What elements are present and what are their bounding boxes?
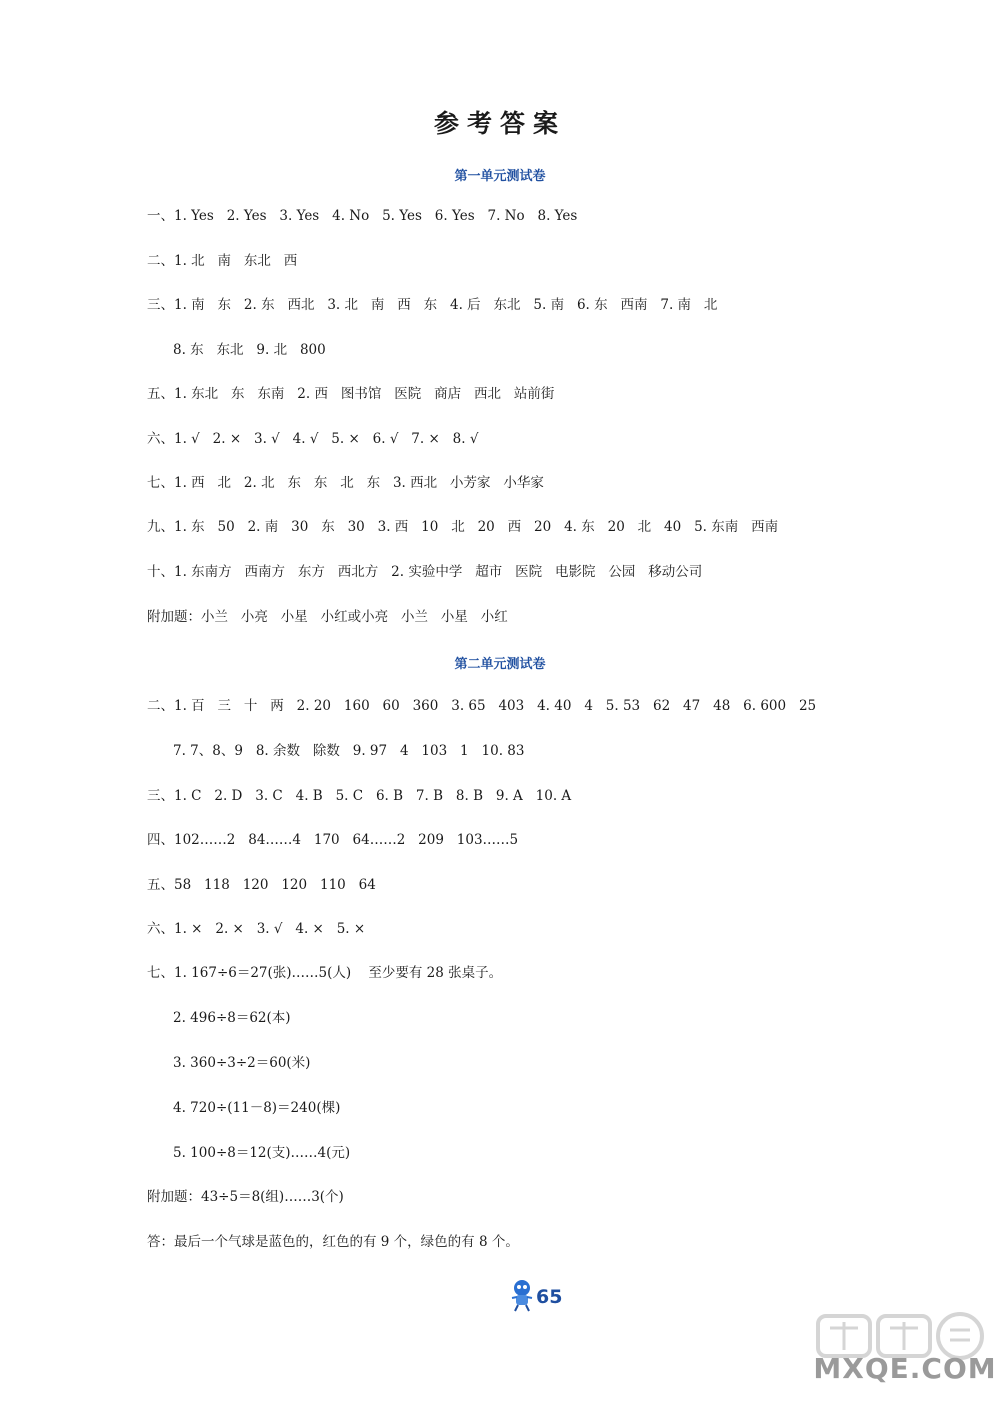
answer-line: 二、1. 百 三 十 两 2. 20 160 60 360 3. 65 403 4. 40 4 5. 53 62 47 48 6. 600 25 xyxy=(147,698,817,714)
answer-line: 五、1. 东北 东 东南 2. 西 图书馆 医院 商店 西北 站前街 xyxy=(147,386,555,402)
answer-line: 7. 7、8、9 8. 余数 除数 9. 97 4 103 1 10. 83 xyxy=(173,743,525,759)
answer-line: 五、58 118 120 120 110 64 xyxy=(147,877,376,893)
answer-line: 8. 东 东北 9. 北 800 xyxy=(173,342,326,358)
section-heading-unit-1: 第一单元测试卷 xyxy=(454,169,546,184)
answer-line: 十、1. 东南方 西南方 东方 西北方 2. 实验中学 超市 医院 电影院 公园 移动公司 xyxy=(147,564,703,580)
mascot-icon xyxy=(508,1278,536,1312)
answer-line: 3. 360÷3÷2＝60(米) xyxy=(173,1055,311,1071)
page-title: 参考答案 xyxy=(433,109,566,138)
answer-line: 七、1. 西 北 2. 北 东 东 北 东 3. 西北 小芳家 小华家 xyxy=(147,475,544,491)
answer-line: 附加题：43÷5＝8(组)……3(个) xyxy=(147,1189,344,1205)
answer-line: 答：最后一个气球是蓝色的，红色的有 9 个，绿色的有 8 个。 xyxy=(147,1234,519,1250)
answer-line: 4. 720÷(11－8)＝240(棵) xyxy=(173,1100,341,1116)
watermark-text: MXQE.COM xyxy=(813,1352,997,1385)
answer-line: 二、1. 北 南 东北 西 xyxy=(147,253,298,269)
answer-line: 三、1. 南 东 2. 东 西北 3. 北 南 西 东 4. 后 东北 5. 南 6. 东 西南 7. 南 北 xyxy=(147,297,718,313)
answer-line: 2. 496÷8＝62(本) xyxy=(173,1010,291,1026)
answer-line: 一、1. Yes 2. Yes 3. Yes 4. No 5. Yes 6. Yes 7. No 8. Yes xyxy=(147,208,578,224)
answer-line: 5. 100÷8＝12(支)……4(元) xyxy=(173,1145,351,1161)
answer-line: 七、1. 167÷6＝27(张)……5(人) 至少要有 28 张桌子。 xyxy=(147,965,503,981)
answer-line: 六、1. × 2. × 3. √ 4. × 5. × xyxy=(147,921,366,937)
answer-line: 四、102……2 84……4 170 64……2 209 103……5 xyxy=(147,832,519,848)
answer-line: 九、1. 东 50 2. 南 30 东 30 3. 西 10 北 20 西 20 4. 东 20 北 40 5. 东南 西南 xyxy=(147,519,779,535)
answer-line: 六、1. √ 2. × 3. √ 4. √ 5. × 6. √ 7. × 8. √ xyxy=(147,431,479,447)
answer-line: 三、1. C 2. D 3. C 4. B 5. C 6. B 7. B 8. B 9. A 10. A xyxy=(147,788,572,804)
page-number: 65 xyxy=(536,1286,563,1308)
section-heading-unit-2: 第二单元测试卷 xyxy=(454,657,546,672)
answer-line: 附加题：小兰 小亮 小星 小红或小亮 小兰 小星 小红 xyxy=(147,609,508,625)
